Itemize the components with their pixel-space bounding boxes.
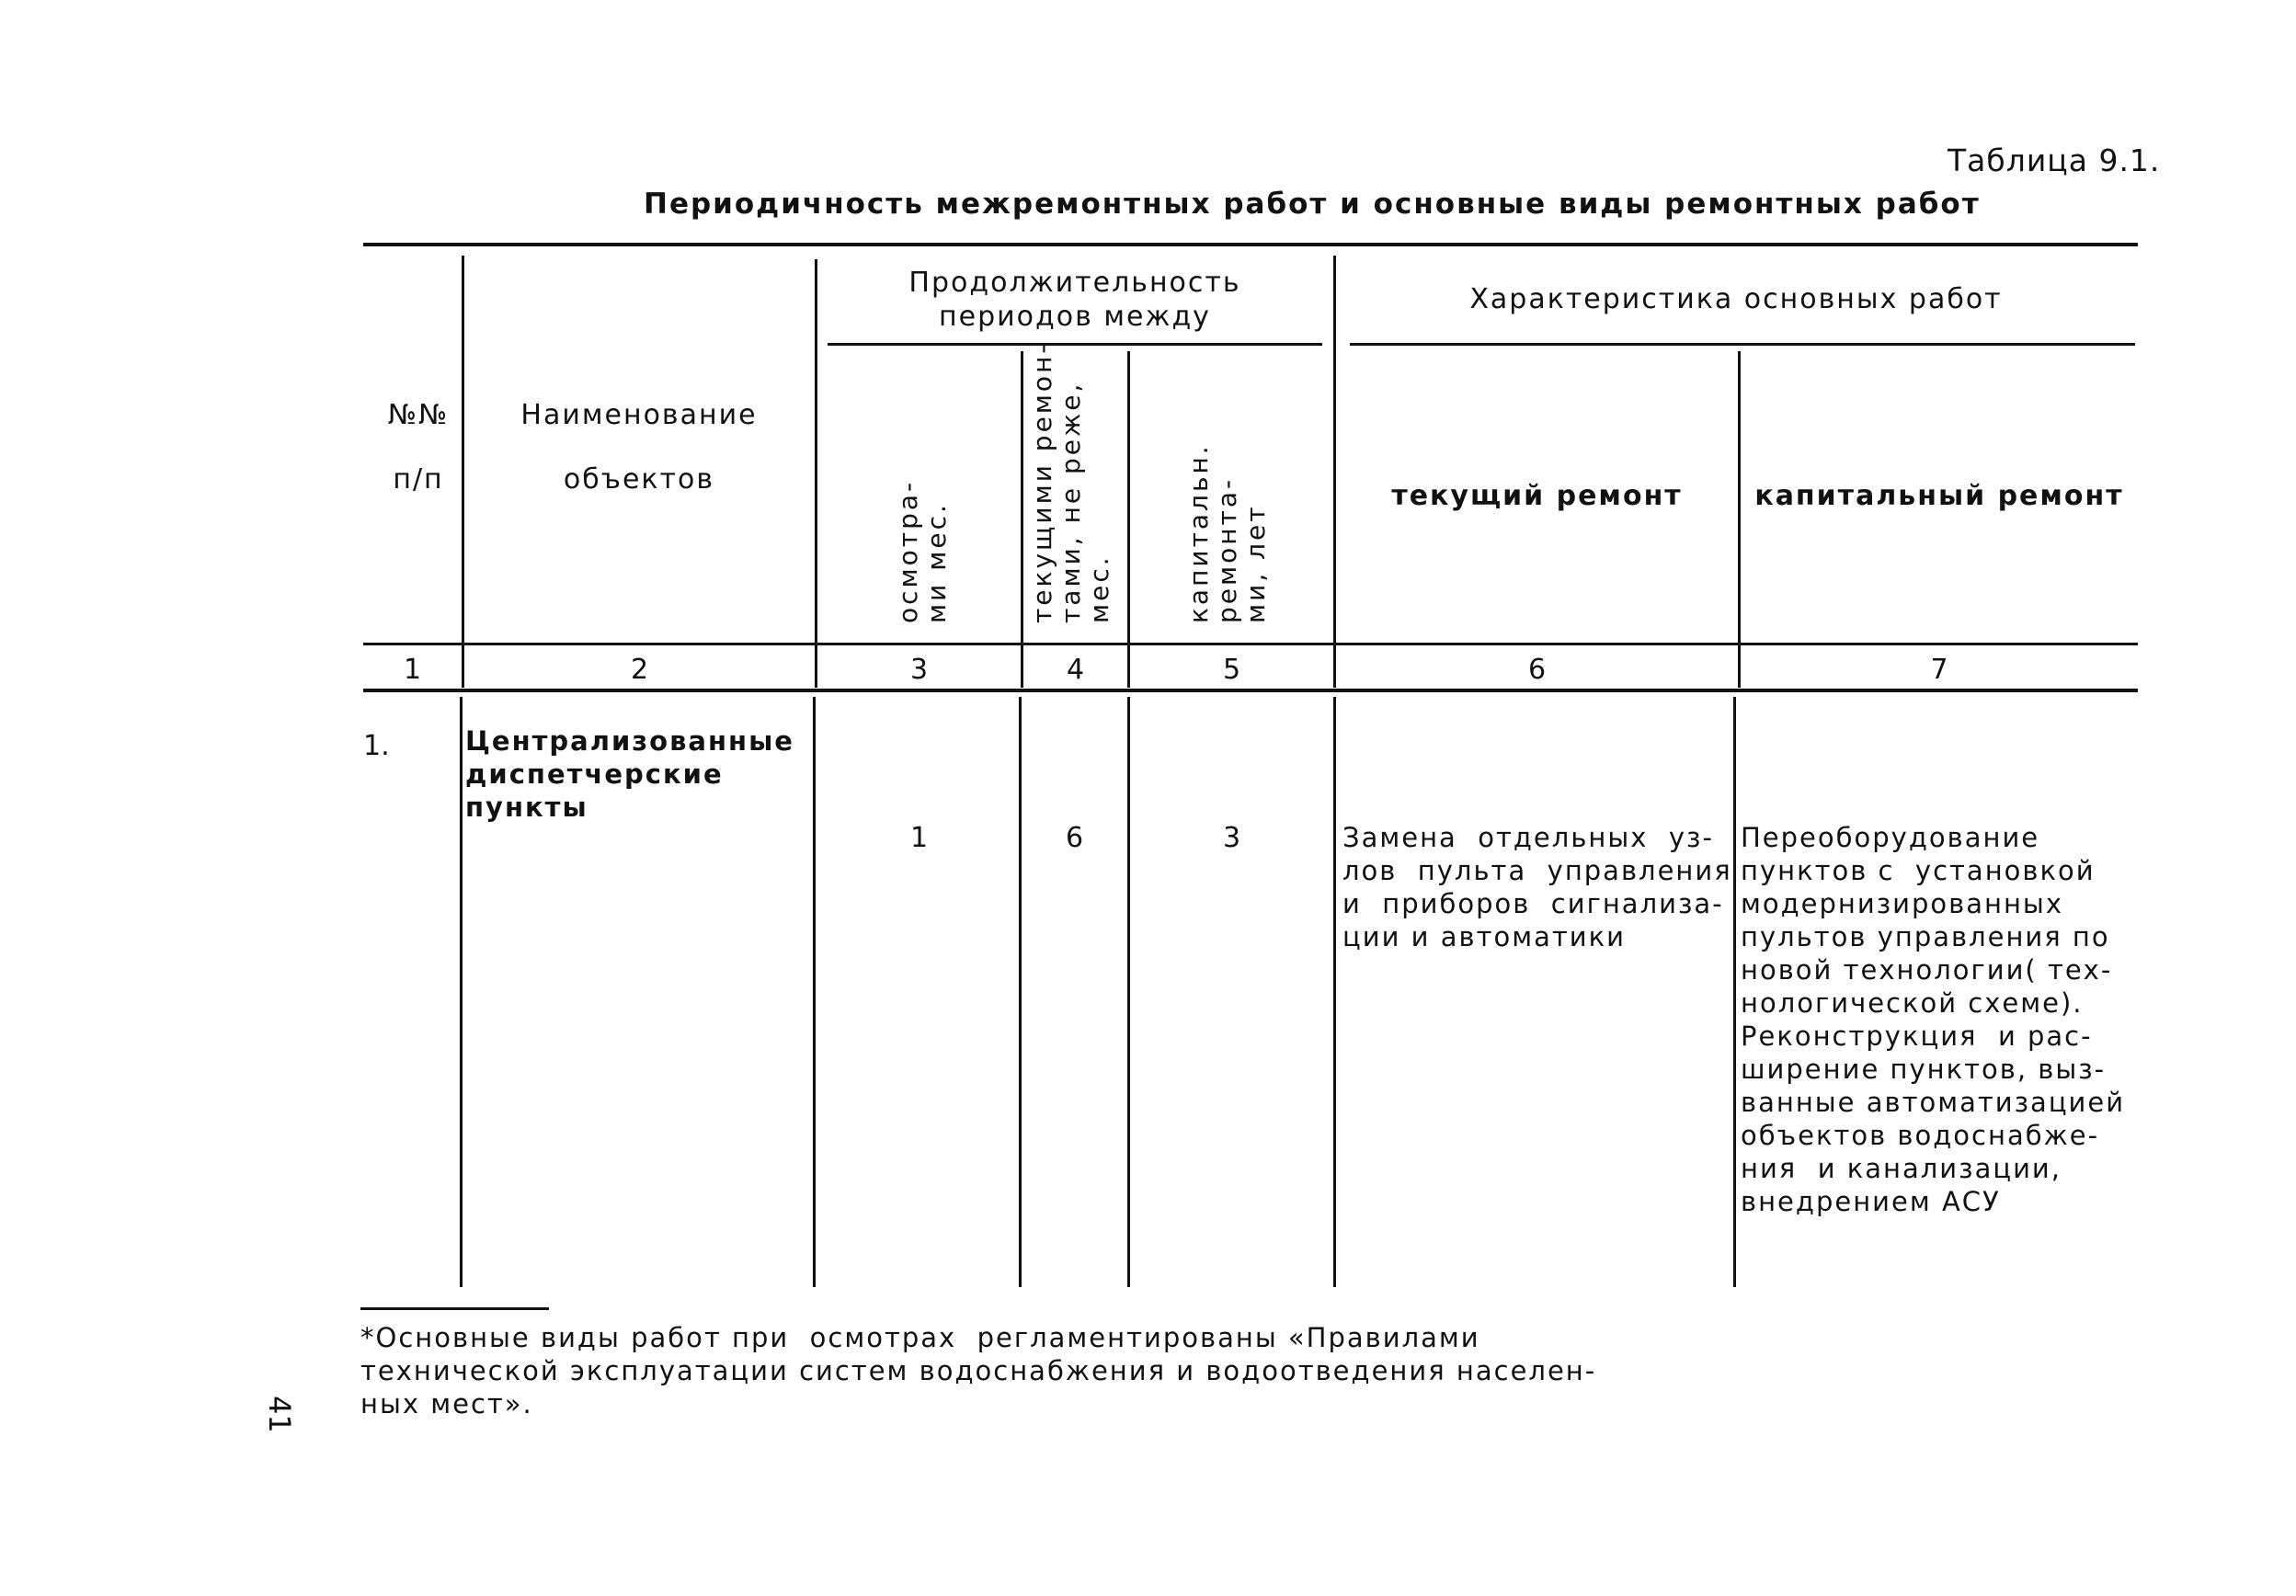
column-number: 3 [909, 654, 929, 686]
characteristic-subrule [1350, 343, 2135, 346]
row-capital-repairs-value: 3 [1222, 822, 1241, 854]
column-number: 5 [1222, 654, 1241, 686]
row-capital-repair-text: Переоборудование пунктов с установкой модернизированных пультов управления по новой технологии( тех- нологической схеме). Реконструкция и рас- ширение пунктов, выз- ванные автоматизацией объектов водоснабже- ния и канализации, внедрением АСУ [1741, 822, 2126, 1217]
table-label: Таблица 9.1. [1948, 142, 2161, 178]
column-numbers-bottom-rule [363, 689, 2138, 692]
header-capital-repair: капитальный ремонт [1754, 480, 2124, 512]
vline-body-2 [813, 697, 816, 1287]
vline-4 [1127, 351, 1130, 688]
vline-body-3 [1019, 697, 1022, 1287]
vline-body-5 [1333, 697, 1336, 1287]
row-inspections-value: 1 [909, 822, 929, 854]
column-numbers-top-rule [363, 643, 2138, 645]
header-col-capital-repairs: капитальн. ремонта- ми, лет [1183, 443, 1271, 623]
table-title: Периодичность межремонтных работ и основные виды ремонтных работ [644, 188, 1981, 221]
footnote: *Основные виды работ при осмотрах регламентированы «Правилами технической эксплуатации систем водоснабжения и водоотведения населен- ных мест». [360, 1322, 1597, 1419]
column-number: 7 [1930, 654, 1948, 686]
vline-body-4 [1127, 697, 1130, 1287]
header-name-line2: объектов [563, 463, 715, 496]
header-num-line1: №№ [387, 399, 450, 431]
table-top-rule [363, 243, 2138, 246]
header-duration-line1: Продолжительность [908, 267, 1241, 299]
footnote-rule [360, 1307, 549, 1310]
row-current-repair-text: Замена отдельных уз- лов пульта управления и приборов сигнализа- ции и автоматики [1342, 822, 1732, 952]
row-number: 1. [363, 730, 390, 762]
vline-body-6 [1733, 697, 1736, 1287]
header-duration-line2: периодов между [939, 301, 1211, 333]
vline-3 [1021, 351, 1023, 688]
header-col-current-repairs: текущими ремон- тами, не реже, мес. [1027, 341, 1114, 623]
header-current-repair: текущий ремонт [1391, 480, 1683, 512]
header-col-inspections: осмотра- ми мес. [893, 479, 952, 623]
vline-6 [1738, 351, 1741, 688]
column-number: 2 [630, 654, 649, 686]
page-number: 41 [262, 1396, 297, 1433]
vline-5 [1333, 256, 1336, 688]
column-number: 1 [403, 654, 422, 686]
header-num-line2: п/п [393, 463, 444, 496]
row-object-name: Централизованные диспетчерские пункты [465, 725, 794, 823]
header-name-line1: Наименование [520, 399, 758, 431]
vline-body-1 [460, 697, 463, 1287]
row-current-repairs-value: 6 [1065, 822, 1084, 854]
column-number: 6 [1527, 654, 1547, 686]
column-number: 4 [1066, 654, 1085, 686]
header-characteristic: Характеристика основных работ [1469, 283, 2003, 315]
